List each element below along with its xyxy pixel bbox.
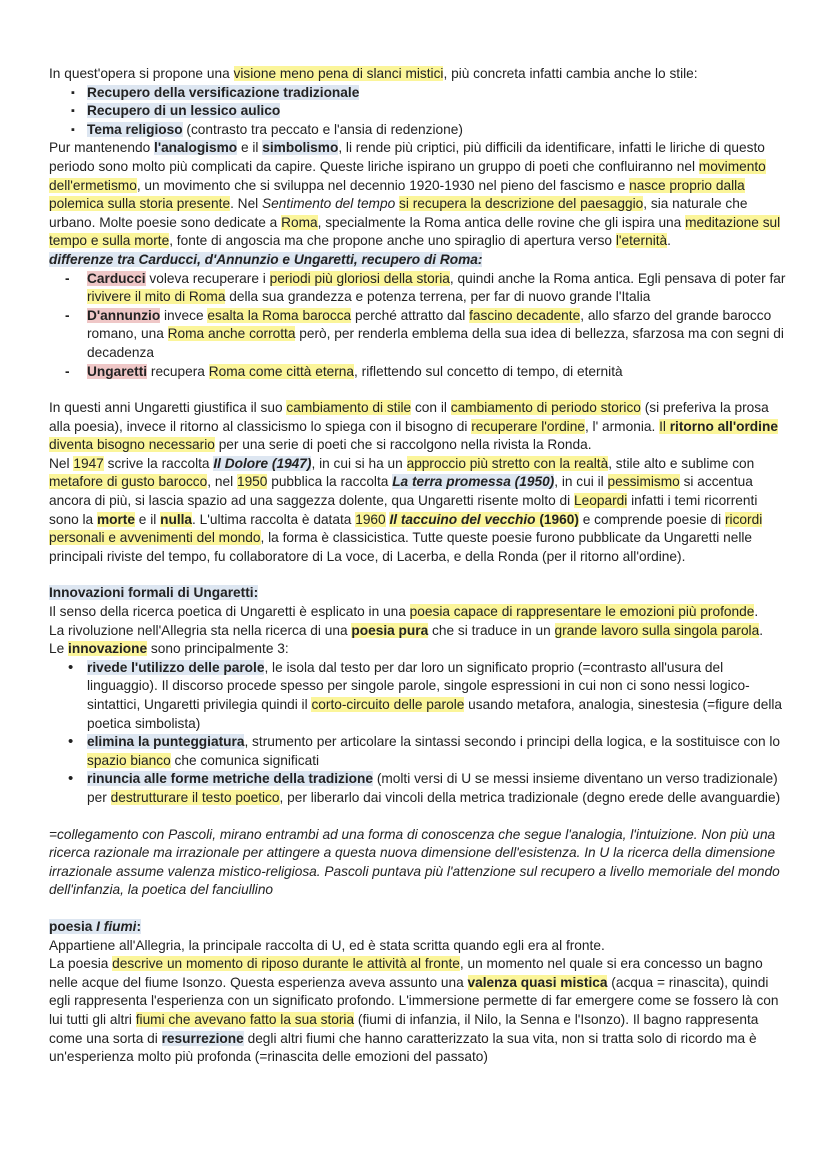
fiumi-paragraph: La poesia descrive un momento di riposo durante le attività al fronte, un momento nel quale si era concesso un bagno nelle acque del fiume Isonzo. Questa esperienza aveva assunto una valenza quasi mistica (acqua = rinascita), quindi egli rappresenta l'esperienza con un significato profondo. L'immersione permette di far emergere come se fossero là con lui tutti gli altri fiumi che avevano fatto la sua storia (fiumi di infanzia, il Nilo, la Senna e l'Isonzo). Il bagno rappresenta come una sorta di resurrezione degli altri fiumi che hanno caratterizzato la sua vita, non si tratta solo di ricordo ma è un'esperienza molto più profonda (=rinascita delle emozioni del passato): [49, 956, 779, 1065]
spacer: [49, 808, 788, 826]
section-heading-innovazioni: Innovazioni formali di Ungaretti:: [49, 585, 259, 601]
list-item: ▪ Recupero della versificazione tradizionale: [49, 84, 788, 103]
intro-paragraph: [49, 65, 788, 84]
list-item-ungaretti: - Ungaretti recupera Roma come città eterna, riflettendo sul concetto di tempo, di eternità: [49, 363, 788, 382]
spacer: [49, 381, 788, 399]
section-heading-fiumi: poesia I fiumi:: [49, 918, 142, 934]
innovazioni-list: [49, 659, 788, 808]
innovazioni-line-2: La rivoluzione nell'Allegria sta nella ricerca di una poesia pura che si traduce in un grande lavoro sulla singola parola.: [49, 622, 764, 638]
fiumi-line-1: Appartiene all'Allegria, la principale raccolta di U, ed è stata scritta quando egli era al fronte.: [49, 937, 605, 953]
features-list: [49, 84, 788, 140]
pascoli-note: =collegamento con Pascoli, mirano entrambi ad una forma di conoscenza che segue l'analogia, l'intuizione. Non più una ricerca razionale ma irrazionale per attingere a questa nuova dimensione dell'esistenza. In U la ricerca della dimensione irrazionale assume valenza mistico-religiosa. Pascoli puntava più l'attenzione sul recupero a livello memoriale del mondo dell'infanzia, la poetica del fanciullino: [49, 826, 780, 898]
ermetismo-paragraph: Pur mantenendo l'analogismo e il simbolismo, li rende più criptici, più difficili da identificare, infatti le liriche di questo periodo sono molto più complicati da capire. Queste liriche ispirano un gruppo di poeti che confluiranno nel movimento dell'ermetismo, un movimento che si sviluppa nel decennio 1920-1930 nel pieno del fascismo e nasce proprio dalla polemica sulla storia presente. Nel Sentimento del tempo si recupera la descrizione del paesaggio, sia naturale che urbano. Molte poesie sono dedicate a Roma, specialmente la Roma antica delle rovine che gli ispira una meditazione sul tempo e sulla morte, fonte di angoscia ma che propone anche uno spiraglio di apertura verso l'eternità.: [49, 140, 781, 249]
spacer: [49, 566, 788, 584]
innovazioni-line-3: Le innovazione sono principalmente 3:: [49, 641, 289, 657]
innovazioni-line-1: Il senso della ricerca poetica di Ungaretti è esplicato in una poesia capace di rappresentare le emozioni più profonde.: [49, 604, 759, 620]
section-heading-differenze: differenze tra Carducci, d'Annunzio e Ungaretti, recupero di Roma:: [49, 251, 483, 267]
stile-paragraph: In questi anni Ungaretti giustifica il suo cambiamento di stile con il cambiamento di periodo storico (si preferiva la prosa alla poesia), invece il ritorno al classicismo lo spiega con il bisogno di recuperare l'ordine, l' armonia. Il ritorno all'ordine diventa bisogno necessario per una serie di poeti che si raccolgono nella rivista la Ronda.: [49, 400, 778, 453]
raccolte-paragraph: Nel 1947 scrive la raccolta Il Dolore (1947), in cui si ha un approccio più stretto con la realtà, stile alto e sublime con metafore di gusto barocco, nel 1950 pubblica la raccolta La terra promessa (1950), in cui il pessimismo si accentua ancora di più, si lascia spazio ad una saggezza dolente, qua Ungaretti risente molto di Leopardi infatti i temi ricorrenti sono la morte e il nulla. L'ultima raccolta è datata 1960 Il taccuino del vecchio (1960) e comprende poesie di ricordi personali e avvenimenti del mondo, la forma è classicistica. Tutte queste poesie furono pubblicate da Ungaretti nelle principali riviste del tempo, fu collaboratore di La voce, di Lacerba, e della Ronda (per il ritorno all'ordine).: [49, 455, 763, 564]
list-item: • rinuncia alle forme metriche della tradizione (molti versi di U se messi insieme diventano un verso tradizionale) per destrutturare il testo poetico, per liberarlo dai vincoli della metrica tradizionale (degno erede delle avanguardie): [49, 770, 788, 807]
list-item: • rivede l'utilizzo delle parole, le isola dal testo per dar loro un significato proprio (=contrasto all'usura del linguaggio). Il discorso procede spesso per singole parole, singole espressioni in cui non ci sono nessi logico-sintattici, Ungaretti privilegia quindi il corto-circuito delle parole usando metafora, analogia, sinestesia (=figure della poetica simbolista): [49, 659, 788, 733]
list-item-dannunzio: - D'annunzio invece esalta la Roma barocca perché attratto dal fascino decadente, allo sfarzo del grande barocco romano, una Roma anche corrotta però, per renderla emblema della sua idea di bellezza, sfarzosa ma con segni di decadenza: [49, 307, 788, 363]
list-item-carducci: - Carducci voleva recuperare i periodi più gloriosi della storia, quindi anche la Roma antica. Egli pensava di poter far rivivere il mito di Roma della sua grandezza e potenza terrena, per far di nuovo grande l'Italia: [49, 270, 788, 307]
text: In quest'opera si propone una: [49, 66, 234, 81]
list-item: ▪ Tema religioso (contrasto tra peccato e l'ansia di redenzione): [49, 121, 788, 140]
comparison-list: [49, 270, 788, 382]
highlight: visione meno pena di slanci mistici: [233, 66, 444, 81]
spacer: [49, 900, 788, 918]
list-item: • elimina la punteggiatura, strumento per articolare la sintassi secondo i principi della logica, e la sostituisce con lo spazio bianco che comunica significati: [49, 733, 788, 770]
list-item: ▪ Recupero di un lessico aulico: [49, 102, 788, 121]
text: , più concreta infatti cambia anche lo stile:: [443, 66, 698, 81]
